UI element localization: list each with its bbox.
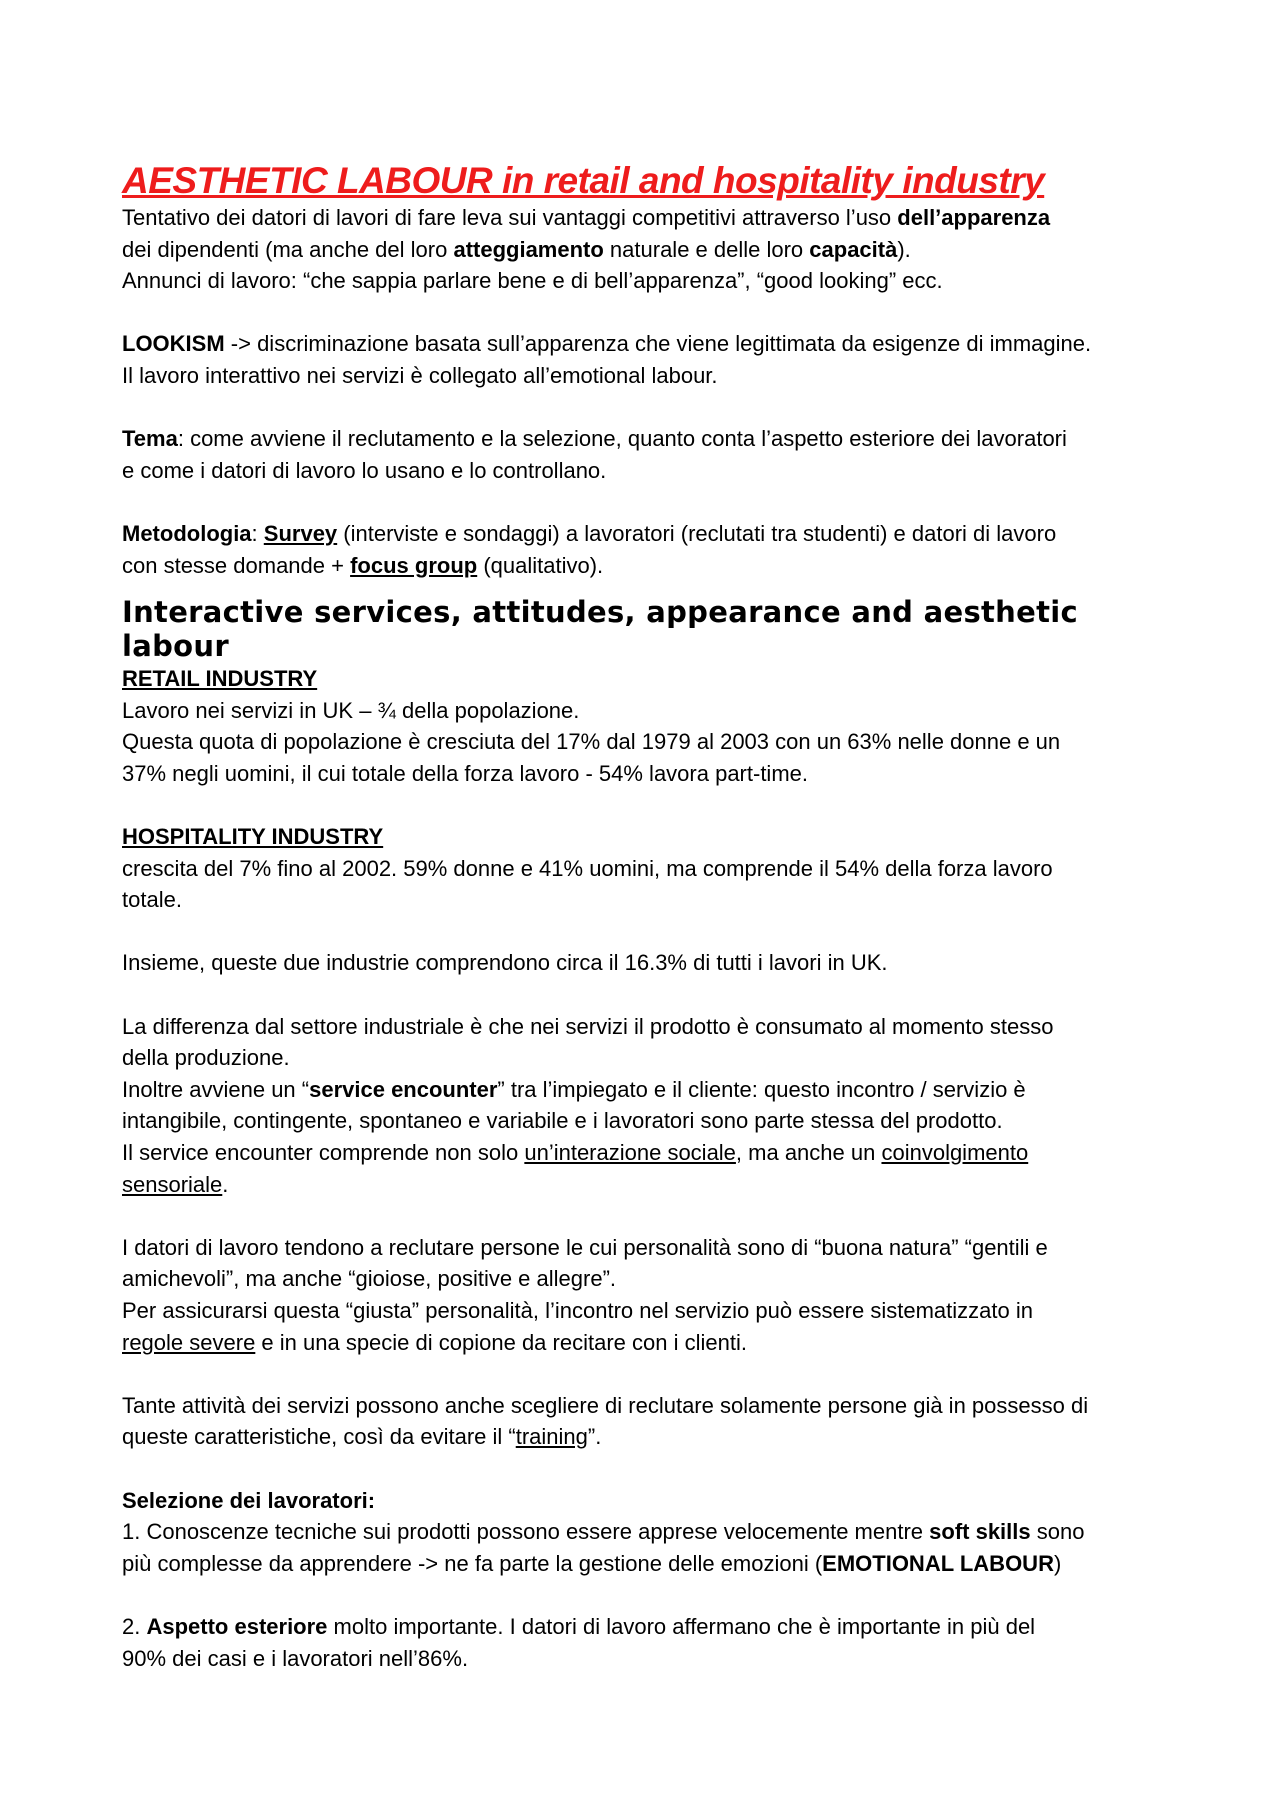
coinvolgimento-term: coinvolgimento	[881, 1140, 1029, 1166]
service-encounter-term: service encounter	[309, 1076, 498, 1102]
document-page	[122, 160, 1182, 1674]
retail-heading: RETAIL INDUSTRY	[122, 666, 318, 692]
aspetto-esteriore-term: Aspetto esteriore	[146, 1613, 328, 1639]
hospitality-heading: HOSPITALITY INDUSTRY	[122, 824, 384, 850]
datori-paragraph	[122, 1232, 1182, 1358]
page-title: AESTHETIC LABOUR in retail and hospitality industry	[122, 160, 1045, 201]
tema-paragraph	[122, 423, 1182, 486]
selezione-p1-l2-a: più complesse da apprendere -> ne fa parte la gestione delle emozioni (	[122, 1550, 823, 1576]
intro-bold-atteggiamento: atteggiamento	[453, 236, 604, 262]
retail-text-2: Questa quota di popolazione è cresciuta del 17% dal 1979 al 2003 con un 63% nelle donne e un	[122, 729, 1061, 755]
tema-label: Tema	[122, 426, 178, 452]
retail-section	[122, 663, 1182, 789]
lookism-text: -> discriminazione basata sull’apparenza che viene legittimata da esigenze di immagine.	[224, 331, 1092, 357]
intro-paragraph	[122, 202, 1182, 297]
section-heading-line-2: labour	[122, 629, 229, 664]
tante-text-2a: queste caratteristiche, così da evitare il “	[122, 1424, 516, 1450]
selezione-p1-a: 1. Conoscenze tecniche sui prodotti possono essere apprese velocemente mentre	[122, 1519, 930, 1545]
metodologia-text: (interviste e sondaggi) a lavoratori (reclutati tra studenti) e datori di lavoro	[337, 520, 1057, 546]
soft-skills-term: soft skills	[929, 1519, 1031, 1545]
differenza-text-5a: Il service encounter comprende non solo	[122, 1140, 525, 1166]
datori-text-3: Per assicurarsi questa “giusta” personalità, l’incontro nel servizio può essere sistematizzato in	[122, 1298, 1033, 1323]
metodologia-text-2: con stesse domande +	[122, 552, 351, 578]
survey-term: Survey	[263, 520, 338, 546]
interazione-sociale-term: un’interazione sociale	[524, 1140, 736, 1166]
selezione-section	[122, 1485, 1182, 1675]
differenza-text-2: della produzione.	[122, 1045, 290, 1071]
differenza-paragraph	[122, 1011, 1182, 1201]
regole-severe-term: regole severe	[122, 1329, 256, 1355]
section-heading	[122, 595, 1182, 663]
intro-text: ).	[897, 236, 911, 262]
metodologia-colon: :	[251, 520, 264, 546]
differenza-text-5c: , ma anche un	[735, 1140, 882, 1166]
metodologia-label: Metodologia	[122, 520, 252, 546]
intro-bold-apparenza: dell’apparenza	[897, 205, 1051, 230]
intro-text: dei dipendenti (ma anche del loro	[122, 236, 454, 262]
differenza-text-1: La differenza dal settore industriale è che nei servizi il prodotto è consumato al momento stesso	[122, 1013, 1054, 1039]
sensoriale-term: sensoriale	[122, 1171, 223, 1197]
intro-text: naturale e delle loro	[603, 236, 810, 262]
retail-text-1: Lavoro nei servizi in UK – ¾ della popolazione.	[122, 697, 580, 723]
selezione-p2-a: 2.	[122, 1613, 147, 1639]
selezione-p1-l2-c: )	[1053, 1550, 1062, 1576]
differenza-text-4: intangibile, contingente, spontaneo e variabile e i lavoratori sono parte stessa del prodotto.	[122, 1108, 1003, 1134]
intro-annunci: Annunci di lavoro: “che sappia parlare bene e di bell’apparenza”, “good looking” ecc.	[122, 268, 943, 294]
tema-text-2: e come i datori di lavoro lo usano e lo controllano.	[122, 457, 607, 483]
hospitality-text-1: crescita del 7% fino al 2002. 59% donne e 41% uomini, ma comprende il 54% della forza lavoro	[122, 855, 1053, 881]
differenza-text-6b: .	[222, 1171, 229, 1197]
tante-paragraph	[122, 1390, 1182, 1453]
tante-text-1: Tante attività dei servizi possono anche scegliere di reclutare solamente persone già in possesso di	[122, 1392, 1089, 1418]
emotional-labour-term: EMOTIONAL LABOUR	[822, 1550, 1054, 1576]
retail-text-3: 37% negli uomini, il cui totale della forza lavoro - 54% lavora part-time.	[122, 760, 808, 786]
lookism-paragraph	[122, 328, 1182, 391]
intro-bold-capacita: capacità	[809, 236, 898, 262]
selezione-heading: Selezione dei lavoratori:	[122, 1487, 376, 1513]
selezione-p2-l2: 90% dei casi e i lavoratori nell’86%.	[122, 1645, 469, 1671]
lookism-term: LOOKISM	[122, 331, 225, 357]
section-heading-line-1: Interactive services, attitudes, appearance and aesthetic	[122, 595, 1078, 630]
datori-text-1: I datori di lavoro tendono a reclutare persone le cui personalità sono di “buona natura” “gentili e	[122, 1234, 1048, 1260]
intro-text: Tentativo dei datori di lavori di fare leva sui vantaggi competitivi attraverso l’uso	[122, 205, 898, 230]
differenza-text-3a: Inoltre avviene un “	[122, 1076, 310, 1102]
tante-text-2c: ”.	[587, 1424, 602, 1450]
lookism-text-2: Il lavoro interattivo nei servizi è collegato all’emotional labour.	[122, 362, 718, 388]
differenza-text-3c: ” tra l’impiegato e il cliente: questo incontro / servizio è	[497, 1076, 1026, 1102]
hospitality-text-2: totale.	[122, 887, 182, 913]
hospitality-section	[122, 821, 1182, 916]
insieme-paragraph: Insieme, queste due industrie comprendono circa il 16.3% di tutti i lavori in UK.	[122, 950, 888, 976]
focus-group-term: focus group	[350, 552, 478, 578]
metodologia-text-3: (qualitativo).	[477, 552, 604, 578]
tema-text: : come avviene il reclutamento e la selezione, quanto conta l’aspetto esteriore dei lavoratori	[177, 426, 1067, 452]
training-term: training	[515, 1424, 588, 1450]
selezione-p2-c: molto importante. I datori di lavoro affermano che è importante in più del	[327, 1613, 1036, 1639]
datori-text-2: amichevoli”, ma anche “gioiose, positive e allegre”.	[122, 1266, 617, 1292]
metodologia-paragraph	[122, 518, 1182, 581]
datori-text-4b: e in una specie di copione da recitare con i clienti.	[255, 1329, 747, 1355]
selezione-p1-c: sono	[1030, 1519, 1085, 1545]
